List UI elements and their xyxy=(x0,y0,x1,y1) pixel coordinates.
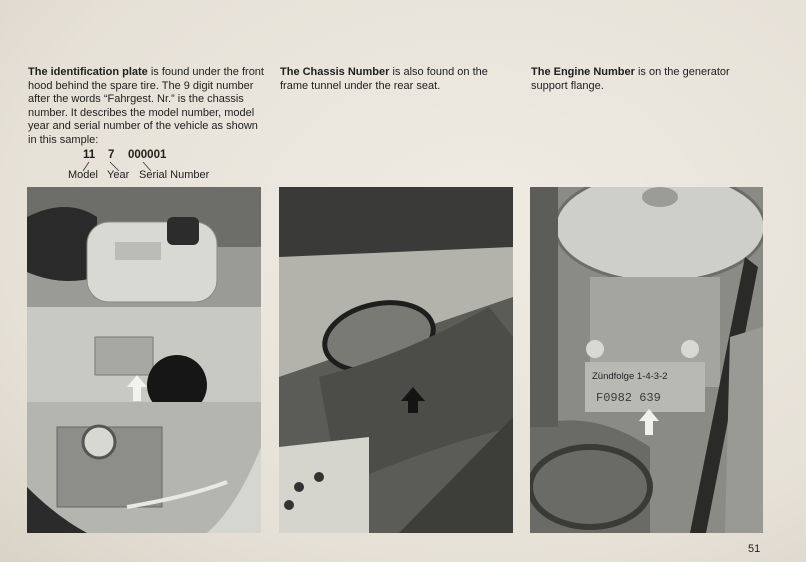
identification-plate-text: is found under the front hood behind the spare tire. The 9 digit number after the words “Fahrgest. Nr.” is the chassis number. It describes the model number, model year and serial number of the vehicle as shown in this sample: xyxy=(28,66,264,146)
sample-year-number: 7 xyxy=(108,149,115,161)
page-number: 51 xyxy=(748,543,761,555)
engine-number-stamp: F0982 639 xyxy=(596,391,661,405)
identification-plate-heading: The identification plate xyxy=(28,66,148,78)
firing-order-label: Zündfolge 1-4-3-2 xyxy=(592,371,668,382)
sample-model-number: 11 xyxy=(83,149,96,161)
engine-number-heading: The Engine Number xyxy=(531,66,635,78)
sample-model-label: Model xyxy=(68,169,98,181)
front-trunk-photo xyxy=(27,187,261,533)
chassis-number-sample xyxy=(68,149,268,185)
chassis-number-paragraph xyxy=(280,66,516,93)
sample-serial-label: Serial Number xyxy=(139,169,210,181)
chassis-number-heading: The Chassis Number xyxy=(280,66,390,78)
identification-plate xyxy=(95,337,153,375)
engine-number-text: is on the generator support flange. xyxy=(531,66,730,92)
engine-number-paragraph xyxy=(531,66,767,93)
chassis-number-text: is also found on the frame tunnel under the rear seat. xyxy=(280,66,488,92)
sample-serial-number: 000001 xyxy=(128,149,167,161)
sample-year-label: Year xyxy=(107,169,130,181)
engine-number-photo xyxy=(530,187,763,533)
identification-plate-paragraph xyxy=(28,66,264,147)
frame-tunnel-photo xyxy=(279,187,513,533)
